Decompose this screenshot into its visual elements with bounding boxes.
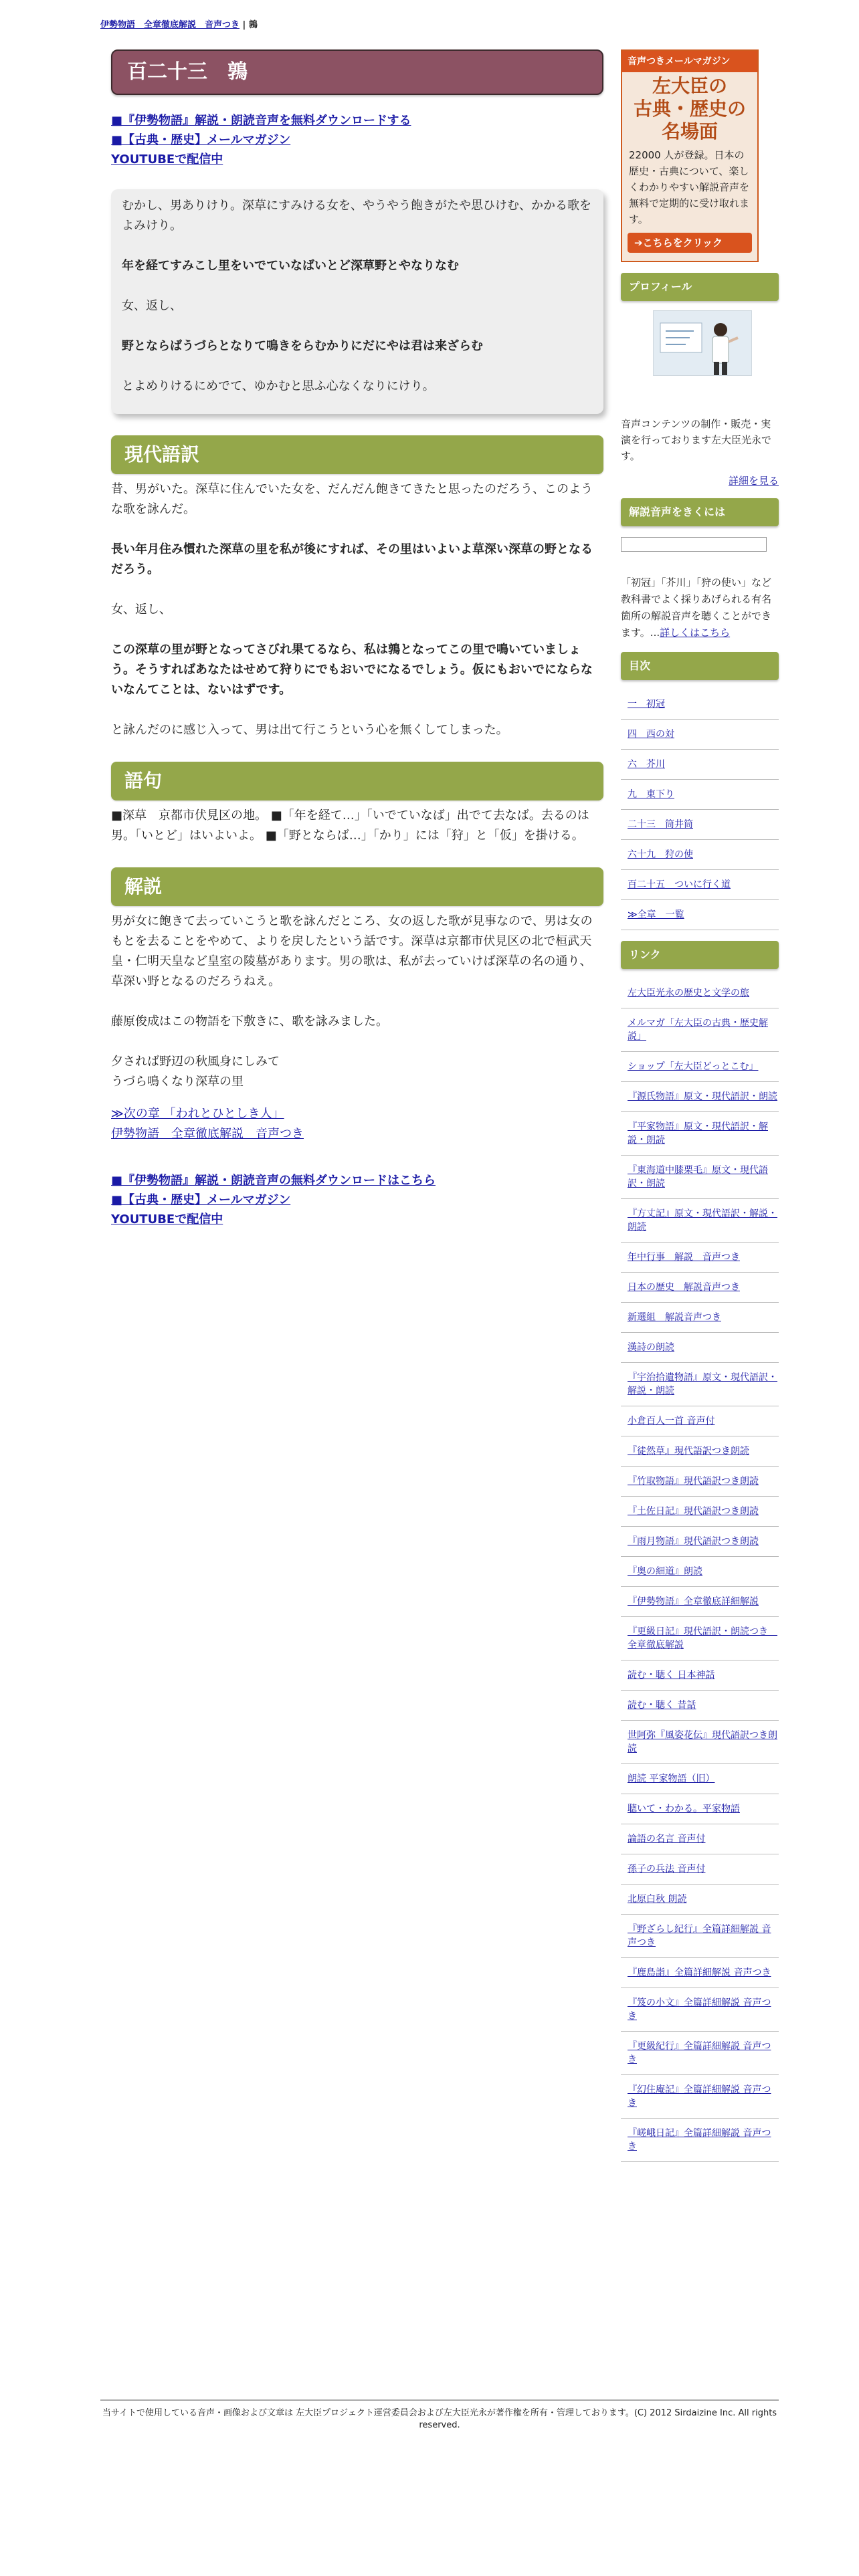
links-link[interactable]: 『伊勢物語』全章徹底詳細解説 bbox=[628, 1596, 759, 1607]
links-link[interactable]: 北原白秋 朗読 bbox=[628, 1894, 687, 1905]
links-link[interactable]: 『笈の小文』全篇詳細解説 音声つき bbox=[628, 1998, 771, 2022]
links-item[interactable] bbox=[621, 1406, 779, 1436]
bottom-mail-magazine-link[interactable]: ■【古典・歴史】メールマガジン bbox=[111, 1193, 291, 1207]
toc-item[interactable] bbox=[621, 750, 779, 780]
poem-line-1: 夕されば野辺の秋風身にしみて bbox=[111, 1055, 280, 1069]
glossary-body bbox=[111, 806, 603, 846]
top-links bbox=[111, 111, 603, 169]
listen-text bbox=[621, 574, 779, 641]
toc-link[interactable]: 九 東下り bbox=[628, 789, 674, 800]
links-item[interactable] bbox=[621, 1497, 779, 1527]
glossary-heading: 語句 bbox=[111, 762, 603, 800]
links-item[interactable] bbox=[621, 1854, 779, 1885]
sidebar bbox=[621, 49, 779, 2162]
links-item[interactable] bbox=[621, 1008, 779, 1052]
links-link[interactable]: 『源氏物語』原文・現代語訳・朗読 bbox=[628, 1091, 777, 1102]
modern-translation-body bbox=[111, 479, 603, 740]
links-item[interactable] bbox=[621, 1587, 779, 1617]
links-item[interactable] bbox=[621, 1557, 779, 1587]
original-p1: むかし、男ありけり。深草にすみける女を、やうやう飽きがたや思ひけむ、かかる歌をよみけり。 bbox=[122, 199, 591, 233]
chapter-navigation bbox=[111, 1104, 603, 1144]
links-item[interactable] bbox=[621, 1052, 779, 1082]
links-item[interactable] bbox=[621, 1527, 779, 1557]
links-link[interactable]: 年中行事 解説 音声つき bbox=[628, 1252, 740, 1263]
links-link[interactable]: 『奥の細道』朗読 bbox=[628, 1566, 702, 1577]
toc-item[interactable] bbox=[621, 900, 779, 930]
toc-item[interactable] bbox=[621, 780, 779, 810]
links-link[interactable]: 論語の名言 音声付 bbox=[628, 1834, 706, 1844]
toc-item[interactable] bbox=[621, 810, 779, 840]
links-item[interactable] bbox=[621, 1824, 779, 1854]
series-index-link[interactable]: 伊勢物語 全章徹底解説 音声つき bbox=[111, 1127, 304, 1141]
download-audio-link[interactable]: ■『伊勢物語』解説・朗読音声を無料ダウンロードする bbox=[111, 114, 411, 128]
links-link[interactable]: 小倉百人一首 音声付 bbox=[628, 1416, 715, 1426]
breadcrumb-link[interactable]: 伊勢物語 全章徹底解説 音声つき bbox=[100, 20, 240, 30]
links-item[interactable] bbox=[621, 1794, 779, 1824]
links-link[interactable]: 朗読 平家物語（旧） bbox=[628, 1774, 715, 1784]
banner-label: 音声つきメールマガジン bbox=[622, 51, 757, 72]
links-link[interactable]: 『平家物語』原文・現代語訳・解説・朗読 bbox=[628, 1121, 768, 1146]
links-item[interactable] bbox=[621, 1915, 779, 1958]
links-link[interactable]: ショップ「左大臣どっとこむ」 bbox=[628, 1061, 759, 1072]
bottom-links bbox=[111, 1171, 603, 1229]
links-list bbox=[621, 978, 779, 2162]
next-chapter-link[interactable]: ≫次の章 「われとひとしき人」 bbox=[111, 1107, 284, 1121]
links-item[interactable] bbox=[621, 1958, 779, 1988]
profile-text: 音声コンテンツの制作・販売・実演を行っております左大臣光永です。 bbox=[621, 418, 772, 462]
links-item[interactable] bbox=[621, 1467, 779, 1497]
toc-link[interactable]: 四 西の対 bbox=[628, 729, 674, 740]
breadcrumb-separator: | bbox=[242, 20, 246, 30]
original-text-box bbox=[111, 189, 603, 414]
links-link[interactable]: 読む・聴く 昔話 bbox=[628, 1700, 696, 1711]
links-item[interactable] bbox=[621, 2119, 779, 2162]
search-input[interactable] bbox=[621, 537, 767, 552]
profile-heading: プロフィール bbox=[621, 273, 779, 301]
presenter-illustration-icon bbox=[654, 311, 751, 375]
links-item[interactable] bbox=[621, 1303, 779, 1333]
banner-text: 22000 人が登録。日本の歴史・古典について、楽しくわかりやすい解説音声を無料で定期的に受け取れます。 bbox=[629, 149, 750, 225]
mail-magazine-link[interactable]: ■【古典・歴史】メールマガジン bbox=[111, 133, 291, 147]
toc-item[interactable] bbox=[621, 689, 779, 720]
links-item[interactable] bbox=[621, 2075, 779, 2119]
links-link[interactable]: 『幻住庵記』全篇詳細解説 音声つき bbox=[628, 2084, 771, 2109]
links-item[interactable] bbox=[621, 1617, 779, 1660]
toc-link[interactable]: 百二十五 ついに行く道 bbox=[628, 879, 731, 890]
toc-link[interactable]: ≫全章 一覧 bbox=[628, 909, 684, 920]
toc-link[interactable]: 六十九 狩の使 bbox=[628, 849, 693, 860]
breadcrumb-current: 鶉 bbox=[248, 20, 258, 30]
links-link[interactable]: 『嵯峨日記』全篇詳細解説 音声つき bbox=[628, 2128, 771, 2152]
youtube-link[interactable]: YOUTUBEで配信中 bbox=[111, 152, 223, 167]
links-item[interactable] bbox=[621, 1333, 779, 1363]
links-item[interactable] bbox=[621, 1273, 779, 1303]
links-item[interactable] bbox=[621, 1156, 779, 1199]
commentary-heading: 解説 bbox=[111, 867, 603, 906]
original-poem-1: 年を経てすみこし里をいでていなばいとど深草野とやなりなむ bbox=[122, 259, 459, 273]
modern-translation-heading: 現代語訳 bbox=[111, 435, 603, 474]
modern-p1: 昔、男がいた。深草に住んでいた女を、だんだん飽きてきたと思ったのだろう、このような歌を詠んだ。 bbox=[111, 482, 593, 516]
toc-link[interactable]: 二十三 筒井筒 bbox=[628, 819, 693, 830]
links-item[interactable] bbox=[621, 1199, 779, 1243]
links-item[interactable] bbox=[621, 1436, 779, 1467]
links-link[interactable]: 『更級日記』現代語訳・朗読つき 全章徹底解説 bbox=[628, 1626, 777, 1650]
links-link[interactable]: 世阿弥『風姿花伝』現代語訳つき朗読 bbox=[628, 1730, 777, 1754]
toc-link[interactable]: 六 芥川 bbox=[628, 759, 665, 770]
listen-heading: 解説音声をきくには bbox=[621, 498, 779, 526]
links-item[interactable] bbox=[621, 1243, 779, 1273]
bottom-youtube-link[interactable]: YOUTUBEで配信中 bbox=[111, 1212, 223, 1226]
original-p5: とよめりけるにめでて、ゆかむと思ふ心なくなりにけり。 bbox=[122, 379, 435, 393]
bottom-download-link[interactable]: ■『伊勢物語』解説・朗読音声の無料ダウンロードはこちら bbox=[111, 1174, 436, 1188]
links-link[interactable]: 左大臣光永の歴史と文学の旅 bbox=[628, 988, 749, 998]
toc-heading: 目次 bbox=[621, 652, 779, 680]
links-item[interactable] bbox=[621, 1363, 779, 1406]
links-item[interactable] bbox=[621, 1660, 779, 1691]
links-link[interactable]: 『竹取物語』現代語訳つき朗読 bbox=[628, 1476, 759, 1487]
links-item[interactable] bbox=[621, 2032, 779, 2075]
poem-line-2: うづら鳴くなり深草の里 bbox=[111, 1075, 244, 1089]
links-item[interactable] bbox=[621, 1885, 779, 1915]
links-link[interactable]: 読む・聴く 日本神話 bbox=[628, 1670, 715, 1681]
banner-title-line-2: 古典・歴史の bbox=[633, 98, 746, 120]
banner-title bbox=[622, 75, 757, 143]
links-link[interactable]: メルマガ「左大臣の古典・歴史解説」 bbox=[628, 1018, 768, 1042]
links-link[interactable]: 聴いて・わかる。平家物語 bbox=[628, 1804, 740, 1814]
toc-list bbox=[621, 689, 779, 930]
main-content bbox=[111, 49, 603, 1229]
original-p3: 女、返し、 bbox=[122, 299, 182, 313]
toc-link[interactable]: 一 初冠 bbox=[628, 699, 665, 710]
links-item[interactable] bbox=[621, 1112, 779, 1156]
links-item[interactable] bbox=[621, 1082, 779, 1112]
links-link[interactable]: 新選組 解説音声つき bbox=[628, 1312, 721, 1323]
links-link[interactable]: 日本の歴史 解説音声つき bbox=[628, 1282, 740, 1293]
original-poem-2: 野とならばうづらとなりて鳴きをらむかりにだにやは君は来ざらむ bbox=[122, 339, 483, 353]
links-link[interactable]: 『雨月物語』現代語訳つき朗読 bbox=[628, 1536, 759, 1547]
profile-more-link[interactable]: 詳細を見る bbox=[728, 475, 779, 487]
footer-divider bbox=[100, 2399, 779, 2401]
breadcrumb bbox=[100, 17, 258, 30]
modern-poem-1: 長い年月住み慣れた深草の里を私が後にすれば、その里はいよいよ草深い深草の野となるだろう。 bbox=[111, 542, 593, 576]
links-link[interactable]: 『土佐日記』現代語訳つき朗読 bbox=[628, 1506, 759, 1517]
links-link[interactable]: 『方丈記』原文・現代語訳・解説・朗読 bbox=[628, 1208, 777, 1232]
links-item[interactable] bbox=[621, 978, 779, 1008]
links-link[interactable]: 『宇治拾遺物語』原文・現代語訳・解説・朗読 bbox=[628, 1372, 777, 1396]
banner-title-line-1: 左大臣の bbox=[652, 75, 727, 97]
profile-photo bbox=[653, 310, 752, 376]
links-item[interactable] bbox=[621, 1691, 779, 1721]
footer-copyright: 当サイトで使用している音声・画像および文章は 左大臣プロジェクト運営委員会および左大臣光永が著作権を所有・管理しております。(C) 2012 Sirdaizine Inc. All rights reserved. bbox=[102, 2408, 777, 2430]
links-item[interactable] bbox=[621, 1988, 779, 2032]
banner-click-button[interactable]: ➔こちらをクリック bbox=[628, 233, 752, 253]
links-link[interactable]: 『鹿島詣』全篇詳細解説 音声つき bbox=[628, 1967, 771, 1978]
links-link[interactable]: 『更級紀行』全篇詳細解説 音声つき bbox=[628, 2041, 771, 2065]
commentary-p2: 藤原俊成はこの物語を下敷きに、歌を詠みました。 bbox=[111, 1014, 388, 1029]
listen-details-link[interactable]: 詳しくはこちら bbox=[660, 627, 731, 639]
links-link[interactable]: 『東海道中膝栗毛』原文・現代語訳・朗読 bbox=[628, 1165, 768, 1189]
links-link[interactable]: 孫子の兵法 音声付 bbox=[628, 1864, 706, 1874]
mail-magazine-banner[interactable] bbox=[621, 49, 759, 262]
modern-p3: 女、返し、 bbox=[111, 603, 171, 617]
links-link[interactable]: 『野ざらし紀行』全篇詳細解説 音声つき bbox=[628, 1924, 771, 1948]
page-title: 百二十三 鶉 bbox=[111, 49, 603, 95]
links-heading: リンク bbox=[621, 941, 779, 969]
modern-poem-2: この深草の里が野となってさびれ果てるなら、私は鶉となってこの里で鳴いていましょう。そうすればあなたはせめて狩りにでもおいでになるでしょう。仮にもおいでにならないなんてことは、ないはずです。 bbox=[111, 643, 593, 697]
toc-item[interactable] bbox=[621, 720, 779, 750]
listen-description: 「初冠」「芥川」「狩の使い」など教科書でよく採りあげられる有名箇所の解説音声を聴くことができます。... bbox=[621, 576, 772, 639]
links-item[interactable] bbox=[621, 1764, 779, 1794]
toc-item[interactable] bbox=[621, 840, 779, 870]
toc-item[interactable] bbox=[621, 870, 779, 900]
glossary-text: ■深草 京都市伏見区の地。 ■「年を経て…」「いでていなば」出でて去なば。去るのは男。「いとど」はいよいよ。 ■「野とならば…」「かり」には「狩」と「仮」を掛ける。 bbox=[111, 809, 589, 843]
commentary-body bbox=[111, 911, 603, 1092]
links-link[interactable]: 『徒然草』現代語訳つき朗読 bbox=[628, 1446, 749, 1457]
banner-title-line-3: 名場面 bbox=[661, 120, 718, 142]
modern-p5: と詠んだのに感じ入って、男は出て行こうという心を無くしてしまった。 bbox=[111, 723, 508, 737]
links-link[interactable]: 漢詩の朗読 bbox=[628, 1342, 674, 1353]
links-item[interactable] bbox=[621, 1721, 779, 1764]
commentary-p1: 男が女に飽きて去っていこうと歌を詠んだところ、女の返した歌が見事なので、男は女のもとを去ることをやめて、よりを戻したという話です。深草は京都市伏見区の北で桓武天皇・仁明天皇など皇室の陵墓があります。男の歌は、私が去っていけば深草の名の通り、草深い野となるのだろうねえ。 bbox=[111, 914, 593, 988]
